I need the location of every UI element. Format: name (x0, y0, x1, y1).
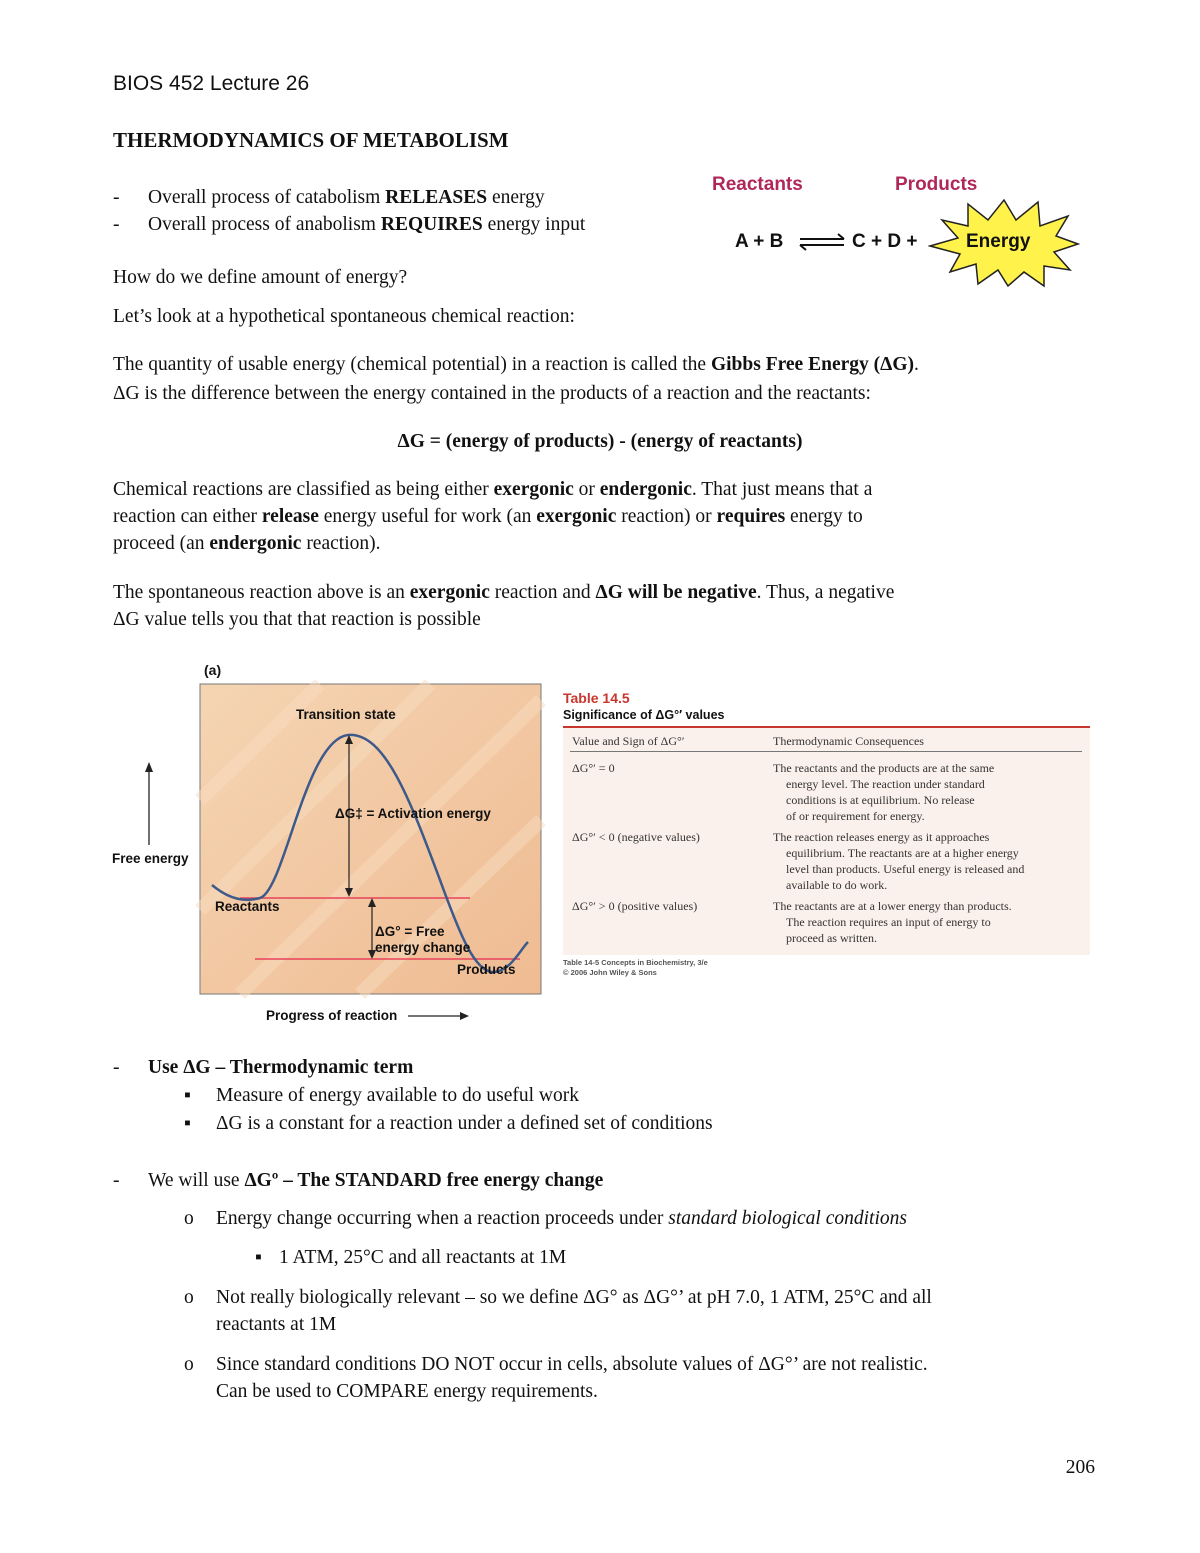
equation-right: C + D + (852, 231, 918, 252)
table-credit-1: Table 14-5 Concepts in Biochemistry, 3/e (563, 958, 708, 967)
hypothetical-reaction-text: Let’s look at a hypothetical spontaneous chemical reaction: (113, 306, 575, 327)
table-header-value: Value and Sign of ΔG°′ (572, 734, 685, 748)
table-row-1-line-2: energy level. The reaction under standard (786, 777, 985, 791)
table-row-1-line-4: of or requirement for energy. (786, 809, 925, 823)
catabolism-bullet: - Overall process of catabolism RELEASES energy (113, 187, 545, 208)
classification-line-2: reaction can either release energy useful for work (an exergonic reaction) or requires energy to (113, 506, 863, 527)
standard-o2-line-1: o Not really biologically relevant – so we define ΔG° as ΔG°’ at pH 7.0, 1 ATM, 25°C and all (184, 1287, 932, 1308)
gibbs-difference: ΔG is the difference between the energy contained in the products of a reaction and the reactants: (113, 383, 871, 404)
table-row-3-line-3: proceed as written. (786, 931, 877, 945)
table-header-rule (570, 751, 1082, 752)
equilibrium-arrow-icon (798, 232, 848, 252)
spontaneous-line-2: ΔG value tells you that that reaction is possible (113, 609, 481, 630)
question-energy: How do we define amount of energy? (113, 267, 408, 288)
reactants-label: Reactants (712, 174, 803, 195)
y-axis-label: Free energy (112, 851, 189, 866)
standard-o1: o Energy change occurring when a reaction proceeds under standard biological conditions (184, 1208, 907, 1229)
use-dg-sub-1: ▪ Measure of energy available to do useful work (184, 1085, 579, 1106)
standard-o3-line-2: Can be used to COMPARE energy requirements. (216, 1381, 598, 1402)
spontaneous-line-1: The spontaneous reaction above is an exergonic reaction and ΔG will be negative. Thus, a negative (113, 582, 895, 603)
use-dg-sub-2: ▪ ΔG is a constant for a reaction under a defined set of conditions (184, 1113, 713, 1134)
table-number: Table 14.5 (563, 690, 630, 706)
table-row-1-line-3: conditions is at equilibrium. No release (786, 793, 975, 807)
table-row-1-line-1: The reactants and the products are at the same (773, 761, 995, 775)
page-number: 206 (1065, 1457, 1095, 1478)
table-header-consequences: Thermodynamic Consequences (773, 734, 924, 748)
energy-label: Energy (966, 231, 1031, 252)
gibbs-formula: ΔG = (energy of products) - (energy of reactants) (397, 431, 803, 452)
table-row-2-value: ΔG°′ < 0 (negative values) (572, 830, 700, 844)
classification-line-1: Chemical reactions are classified as being either exergonic or endergonic. That just means that a (113, 479, 873, 500)
products-level-label: Products (457, 962, 516, 977)
table-credit-2: © 2006 John Wiley & Sons (563, 968, 657, 977)
standard-o1-sub: ▪ 1 ATM, 25°C and all reactants at 1M (255, 1247, 567, 1268)
classification-line-3: proceed (an endergonic reaction). (113, 533, 381, 554)
table-row-3-value: ΔG°′ > 0 (positive values) (572, 899, 698, 913)
standard-o3-line-1: o Since standard conditions DO NOT occur in cells, absolute values of ΔG°’ are not realistic. (184, 1354, 928, 1375)
activation-energy-label: ΔG‡ = Activation energy (335, 806, 491, 821)
use-dg-heading: - Use ΔG – Thermodynamic term (113, 1057, 414, 1078)
course-header: BIOS 452 Lecture 26 (113, 72, 310, 95)
anabolism-bullet: - Overall process of anabolism REQUIRES energy input (113, 214, 586, 235)
standard-o2-line-2: reactants at 1M (216, 1314, 337, 1335)
panel-label: (a) (204, 662, 222, 678)
table-row-2-line-3: level than products. Useful energy is released and (786, 862, 1025, 876)
table-row-3-line-1: The reactants are at a lower energy than products. (773, 899, 1012, 913)
table-row-3-line-2: The reaction requires an input of energy to (786, 915, 991, 929)
reactants-level-label: Reactants (215, 899, 280, 914)
table-row-2-line-2: equilibrium. The reactants are at a higher energy (786, 846, 1019, 860)
products-label: Products (895, 174, 978, 195)
free-energy-change-label-2: energy change (375, 940, 471, 955)
table-row-2-line-4: available to do work. (786, 878, 888, 892)
table-row-2-line-1: The reaction releases energy as it approaches (773, 830, 990, 844)
table-row-1-value: ΔG°′ = 0 (572, 761, 615, 775)
x-axis-label: Progress of reaction (266, 1008, 398, 1023)
equation-left: A + B (735, 231, 784, 252)
transition-state-label: Transition state (296, 707, 396, 722)
free-energy-change-label-1: ΔG° = Free (375, 924, 445, 939)
table-title: Significance of ΔG°′ values (563, 708, 725, 722)
gibbs-definition: The quantity of usable energy (chemical potential) in a reaction is called the Gibbs Free Energy (ΔG). (113, 354, 919, 375)
standard-heading: - We will use ΔGº – The STANDARD free energy change (113, 1170, 604, 1191)
page-title: THERMODYNAMICS OF METABOLISM (113, 128, 509, 152)
